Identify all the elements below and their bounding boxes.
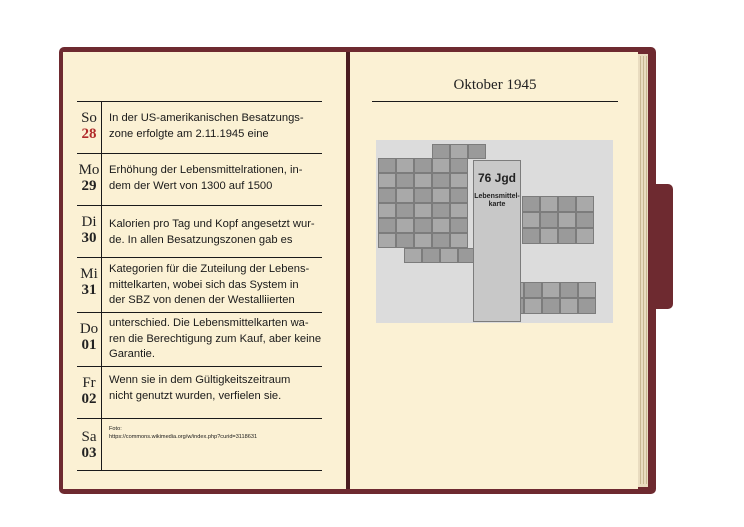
ration-card-main (473, 160, 521, 322)
day-label-tuesday (77, 214, 101, 247)
ration-coupon (432, 173, 450, 188)
weekday: Do (79, 321, 99, 337)
ration-coupon (468, 144, 486, 159)
entry-text-sunday (109, 111, 325, 142)
ration-coupon (432, 203, 450, 218)
text-line: mittelkarten, wobei sich das System in (109, 278, 299, 291)
text-line: Kalorien pro Tag und Kopf angesetzt wur- (109, 218, 315, 230)
ration-coupon (378, 173, 396, 188)
day-label-thursday (77, 321, 101, 354)
text-line: Kategorien für die Zuteilung der Lebens- (109, 263, 310, 275)
ration-coupon (578, 298, 596, 314)
ration-coupon (522, 196, 540, 212)
ration-coupon (522, 212, 540, 228)
ration-card-subtitle: Lebensmittel- (474, 193, 520, 200)
row-divider (77, 257, 322, 258)
entry-text-friday (109, 373, 325, 404)
ration-coupon (414, 233, 432, 248)
ration-coupon (524, 282, 542, 298)
month-title: Oktober 1945 (453, 77, 537, 93)
text-line: nicht genutzt wurden, verfielen sie. (109, 389, 282, 402)
ration-coupon (540, 228, 558, 244)
date-number: 29 (81, 178, 97, 194)
ration-coupon (542, 298, 560, 314)
diary-bookmark-tab (646, 184, 673, 309)
date-number: 31 (81, 282, 97, 298)
ration-coupon (414, 158, 432, 173)
day-label-sunday (77, 110, 101, 143)
ration-coupon (558, 196, 576, 212)
entry-text-tuesday (109, 217, 325, 248)
ration-coupon (450, 203, 468, 218)
ration-coupon (450, 218, 468, 233)
ration-coupon (414, 203, 432, 218)
text-line: In der US-amerikanischen Besatzungs- (109, 112, 304, 124)
photo-credit (109, 425, 324, 441)
ration-coupon (432, 144, 450, 159)
ration-coupon (576, 212, 594, 228)
ration-coupon (396, 233, 414, 248)
ration-coupon (450, 233, 468, 248)
photo-credit-url: https://commons.wikimedia.org/w/index.php?curid=3118631 (109, 434, 258, 440)
text-line: de. In allen Besatzungszonen gab es (109, 233, 293, 246)
ration-coupon (450, 158, 468, 173)
ration-coupon (450, 173, 468, 188)
weekday: Sa (81, 429, 97, 445)
text-line: zone erfolgte am 2.11.1945 eine (109, 127, 269, 140)
ration-coupon (378, 233, 396, 248)
date-number: 03 (81, 445, 97, 461)
ration-coupon (396, 203, 414, 218)
weekday: Di (81, 214, 97, 230)
ration-coupon (540, 212, 558, 228)
ration-coupon (378, 188, 396, 203)
ration-coupon (576, 196, 594, 212)
row-divider (77, 205, 322, 206)
day-label-wednesday (77, 266, 101, 299)
ration-coupon (576, 228, 594, 244)
row-divider (77, 101, 322, 102)
weekday: Mo (78, 162, 100, 178)
row-divider (77, 153, 322, 154)
date-number: 02 (81, 391, 97, 407)
ration-coupon (522, 228, 540, 244)
ration-coupon (558, 228, 576, 244)
date-number: 28 (81, 126, 97, 142)
month-title-underline (372, 101, 618, 102)
row-divider (77, 418, 322, 419)
ration-coupon (560, 298, 578, 314)
text-line: Garantie. (109, 348, 156, 360)
text-line: ren die Berechtigung zum Kauf, aber keine (109, 332, 322, 345)
day-label-friday (77, 375, 101, 408)
ration-coupon (396, 158, 414, 173)
ration-coupon (396, 218, 414, 233)
ration-coupon (440, 248, 458, 263)
row-divider (77, 470, 322, 471)
ration-coupon (432, 218, 450, 233)
entry-text-wednesday (109, 262, 325, 309)
page-stack-line (643, 56, 644, 484)
ration-coupon (578, 282, 596, 298)
ration-coupon (540, 196, 558, 212)
ration-coupon (542, 282, 560, 298)
diary-spine (346, 52, 350, 489)
ration-coupon (422, 248, 440, 263)
ration-coupon (432, 158, 450, 173)
ration-coupon (404, 248, 422, 263)
ration-coupon (524, 298, 542, 314)
date-number: 30 (81, 230, 97, 246)
text-line: dem der Wert von 1300 auf 1500 (109, 179, 273, 192)
ration-coupon (414, 218, 432, 233)
text-line: unterschied. Die Lebensmittelkarten wa- (109, 317, 309, 329)
ration-coupon (396, 173, 414, 188)
page-stack-line (646, 56, 647, 484)
date-number: 01 (81, 337, 97, 353)
ration-coupon (432, 188, 450, 203)
ration-coupon (450, 144, 468, 159)
entry-text-thursday (109, 316, 325, 363)
text-line: der SBZ von denen der Westalliierten (109, 294, 295, 306)
row-divider (77, 312, 322, 313)
photo-credit-label: Foto: (109, 426, 122, 432)
weekday: So (81, 110, 97, 126)
weekday: Fr (82, 375, 96, 391)
ration-coupon (378, 203, 396, 218)
weekday: Mi (80, 266, 98, 282)
ration-card-subtitle: karte (488, 201, 506, 208)
text-line: Wenn sie in dem Gültigkeitszeitraum (109, 374, 291, 386)
day-label-monday (77, 162, 101, 195)
ration-coupon (378, 218, 396, 233)
ration-coupon (432, 233, 450, 248)
day-column-divider (101, 101, 102, 470)
page-stack-line (640, 56, 641, 484)
ration-coupon (414, 188, 432, 203)
ration-coupon (378, 158, 396, 173)
ration-coupon (450, 188, 468, 203)
text-line: Erhöhung der Lebensmittelrationen, in- (109, 164, 303, 176)
ration-coupon (558, 212, 576, 228)
ration-card-title: 76 Jgd (477, 171, 516, 185)
day-label-saturday (77, 429, 101, 462)
entry-text-monday (109, 163, 325, 194)
row-divider (77, 366, 322, 367)
ration-coupon (560, 282, 578, 298)
ration-coupon (396, 188, 414, 203)
ration-coupon (414, 173, 432, 188)
